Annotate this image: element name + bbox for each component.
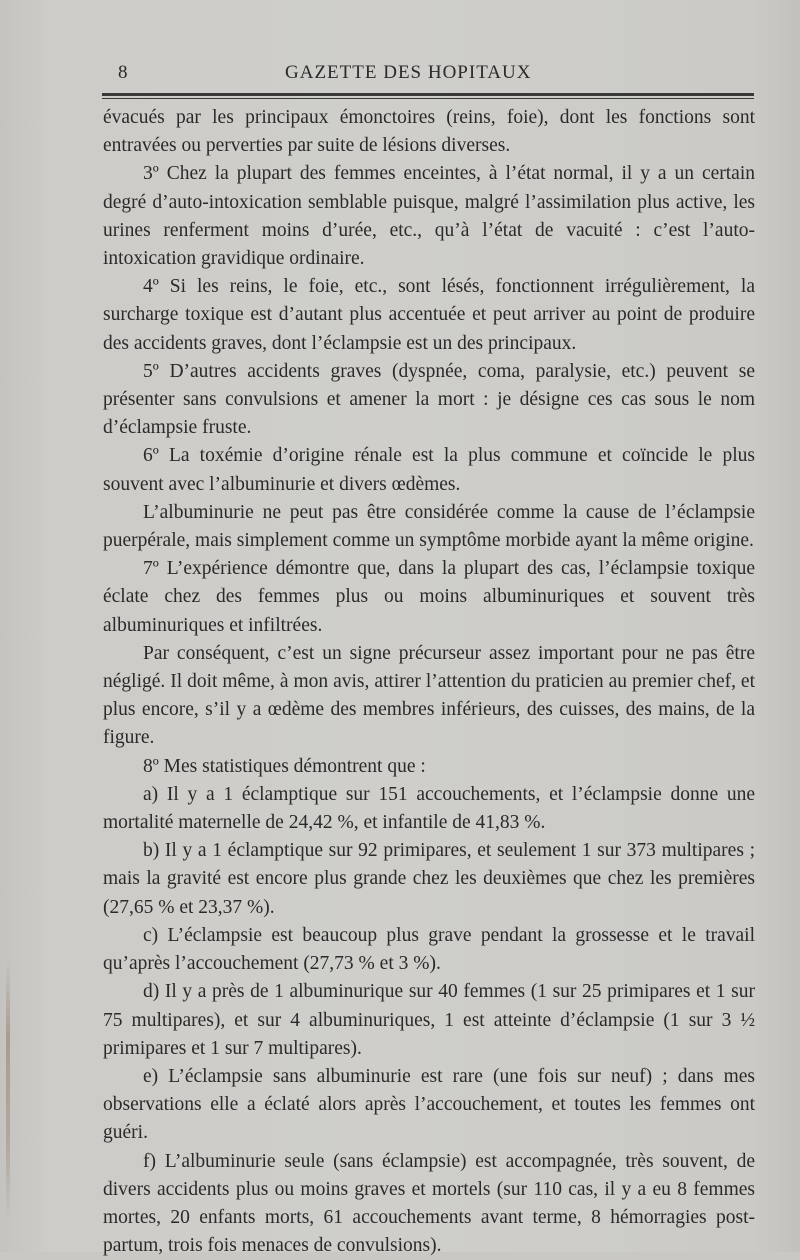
list-item: c) L’éclampsie est beaucoup plus grave pendant la grossesse et le travail qu’après l’accouchement (27,73 % et 3 %). bbox=[103, 924, 755, 975]
paragraph: 5º D’autres accidents graves (dyspnée, coma, paralysie, etc.) peuvent se présenter sans convulsions et amener la mort : je désigne ces cas sous le nom d’éclampsie fruste. bbox=[103, 360, 755, 439]
list-item: e) L’éclampsie sans albuminurie est rare (une fois sur neuf) ; dans mes observations elle a éclaté alors après l’accouchement, et toutes les femmes ont guéri. bbox=[103, 1065, 755, 1144]
paragraph: évacués par les principaux émonctoires (reins, foie), dont les fonctions sont entravées ou perverties par suite de lésions diverses. bbox=[103, 107, 755, 157]
list-item: d) Il y a près de 1 albuminurique sur 40 femmes (1 sur 25 primipares et 1 sur 75 multipares), et sur 4 albuminuriques, 1 est atteinte d’éclampsie (1 sur 3 ½ primipares et 1 sur 7 multipares). bbox=[103, 981, 755, 1059]
list-item: b) Il y a 1 éclamptique sur 92 primipares, et seulement 1 sur 373 multipares ; mais la gravité est encore plus grande chez les deuxièmes que chez les premières (27,65 % et 23,37 %). bbox=[103, 840, 755, 918]
header-rule-thin bbox=[102, 98, 754, 99]
paragraph: Par conséquent, c’est un signe précurseur assez important pour ne pas être négligé. Il doit même, à mon avis, attirer l’attention du praticien au premier chef, et plus encore, s’il y a œdème des membres inférieurs, des cuisses, des mains, de la figure. bbox=[103, 642, 755, 749]
paragraph: L’albuminurie ne peut pas être considérée comme la cause de l’éclampsie puerpérale, mais simplement comme un symptôme morbide ayant la même origine. bbox=[103, 501, 755, 552]
paragraph: 3º Chez la plupart des femmes enceintes, à l’état normal, il y a un certain degré d’auto-intoxication semblable puisque, malgré l’assimilation plus active, les urines renferment moins d’urée, etc., qu’à l’état de vacuité : c’est l’auto-intoxication gravidique ordinaire. bbox=[103, 163, 755, 270]
paragraph: 4º Si les reins, le foie, etc., sont lésés, fonctionnent irrégulièrement, la surcharge toxique est d’autant plus accentuée et peut arriver au point de produire des accidents graves, dont l’éclampsie est un des principaux. bbox=[103, 276, 755, 354]
paragraph: 7º L’expérience démontre que, dans la plupart des cas, l’éclampsie toxique éclate chez des femmes plus ou moins albuminuriques et souvent très albuminuriques et infiltrées. bbox=[103, 558, 755, 636]
running-title: GAZETTE DES HOPITAUX bbox=[285, 62, 532, 83]
body-text bbox=[103, 104, 755, 1260]
list-item: f) L’albuminurie seule (sans éclampsie) est accompagnée, très souvent, de divers accidents plus ou moins graves et mortels (sur 110 cas, il y a eu 8 femmes mortes, 20 enfants morts, 61 accouchements avant terme, 8 hémorragies post-partum, trois fois menaces de convulsions). bbox=[103, 1150, 755, 1257]
list-item: a) Il y a 1 éclamptique sur 151 accouchements, et l’éclampsie donne une mortalité maternelle de 24,42 %, et infantile de 41,83 %. bbox=[103, 783, 755, 834]
header-rule-thick bbox=[102, 93, 754, 96]
running-header bbox=[100, 62, 756, 88]
page-number: 8 bbox=[118, 62, 129, 83]
paragraph: 8º Mes statistiques démontrent que : bbox=[143, 755, 426, 777]
paragraph: 6º La toxémie d’origine rénale est la plus commune et coïncide le plus souvent avec l’albuminurie et divers œdèmes. bbox=[103, 445, 755, 495]
page-edge-stain bbox=[6, 960, 10, 1220]
